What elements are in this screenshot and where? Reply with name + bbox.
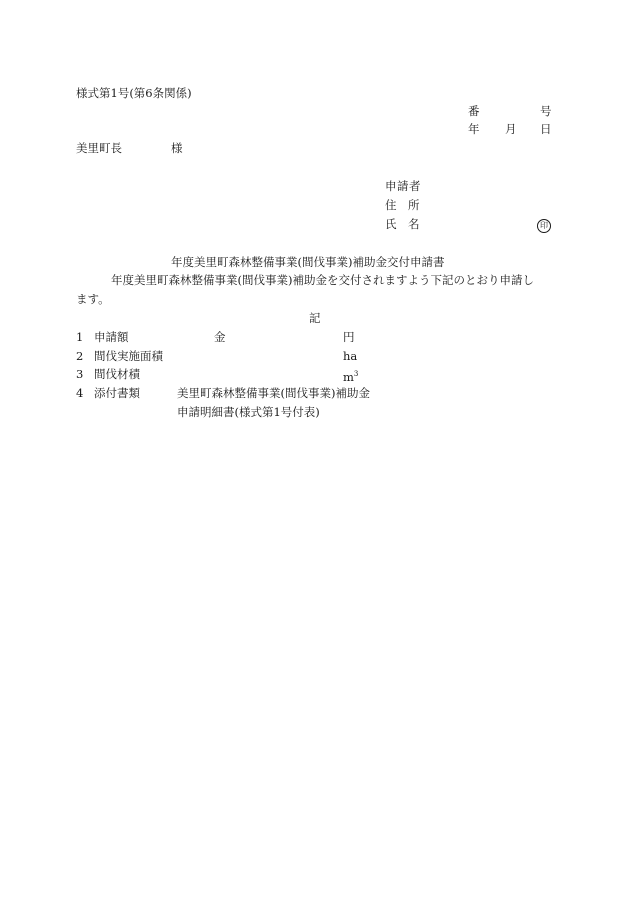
seal-icon: 印: [537, 219, 551, 233]
record-heading: 記: [309, 311, 321, 325]
item-3-number: 3: [76, 367, 84, 381]
applicant-heading: 申請者: [385, 179, 421, 193]
item-4-number: 4: [76, 386, 84, 400]
item-2-unit: ha: [343, 349, 358, 363]
item-3-unit-base: m: [343, 369, 354, 384]
item-1-number: 1: [76, 330, 84, 344]
item-3-unit: [343, 367, 358, 384]
document-number-label: 番: [468, 104, 480, 118]
item-2-label: 間伐実施面積: [94, 349, 163, 363]
addressee-title: 美里町長: [76, 141, 122, 155]
document-title: 年度美里町森林整備事業(間伐事業)補助金交付申請書: [171, 255, 445, 269]
name-label-first: 氏: [385, 217, 397, 231]
date-day-label: 日: [540, 122, 552, 136]
item-4-detail-line-1: 美里町森林整備事業(間伐事業)補助金: [177, 386, 370, 400]
seal-mark: [537, 217, 551, 233]
item-1-prefix: 金: [214, 330, 226, 344]
date-year-label: 年: [468, 122, 480, 136]
form-number-label: 様式第1号(第6条関係): [76, 86, 192, 100]
item-1-unit: 円: [343, 330, 355, 344]
item-3-label: 間伐材積: [94, 367, 140, 381]
addressee-honorific: 様: [171, 141, 183, 155]
name-label-second: 名: [408, 217, 420, 231]
item-3-unit-superscript: 3: [353, 370, 359, 378]
document-number-suffix: 号: [540, 104, 552, 118]
address-label-first: 住: [385, 198, 397, 212]
item-1-label: 申請額: [94, 330, 129, 344]
date-month-label: 月: [505, 122, 517, 136]
body-text-line-2: ます。: [76, 292, 110, 306]
item-2-number: 2: [76, 349, 84, 363]
body-text-line-1: 年度美里町森林整備事業(間伐事業)補助金を交付されますよう下記のとおり申請し: [111, 273, 534, 287]
item-4-label: 添付書類: [94, 386, 140, 400]
address-label-second: 所: [408, 198, 420, 212]
item-4-detail-line-2: 申請明細書(様式第1号付表): [177, 405, 320, 419]
